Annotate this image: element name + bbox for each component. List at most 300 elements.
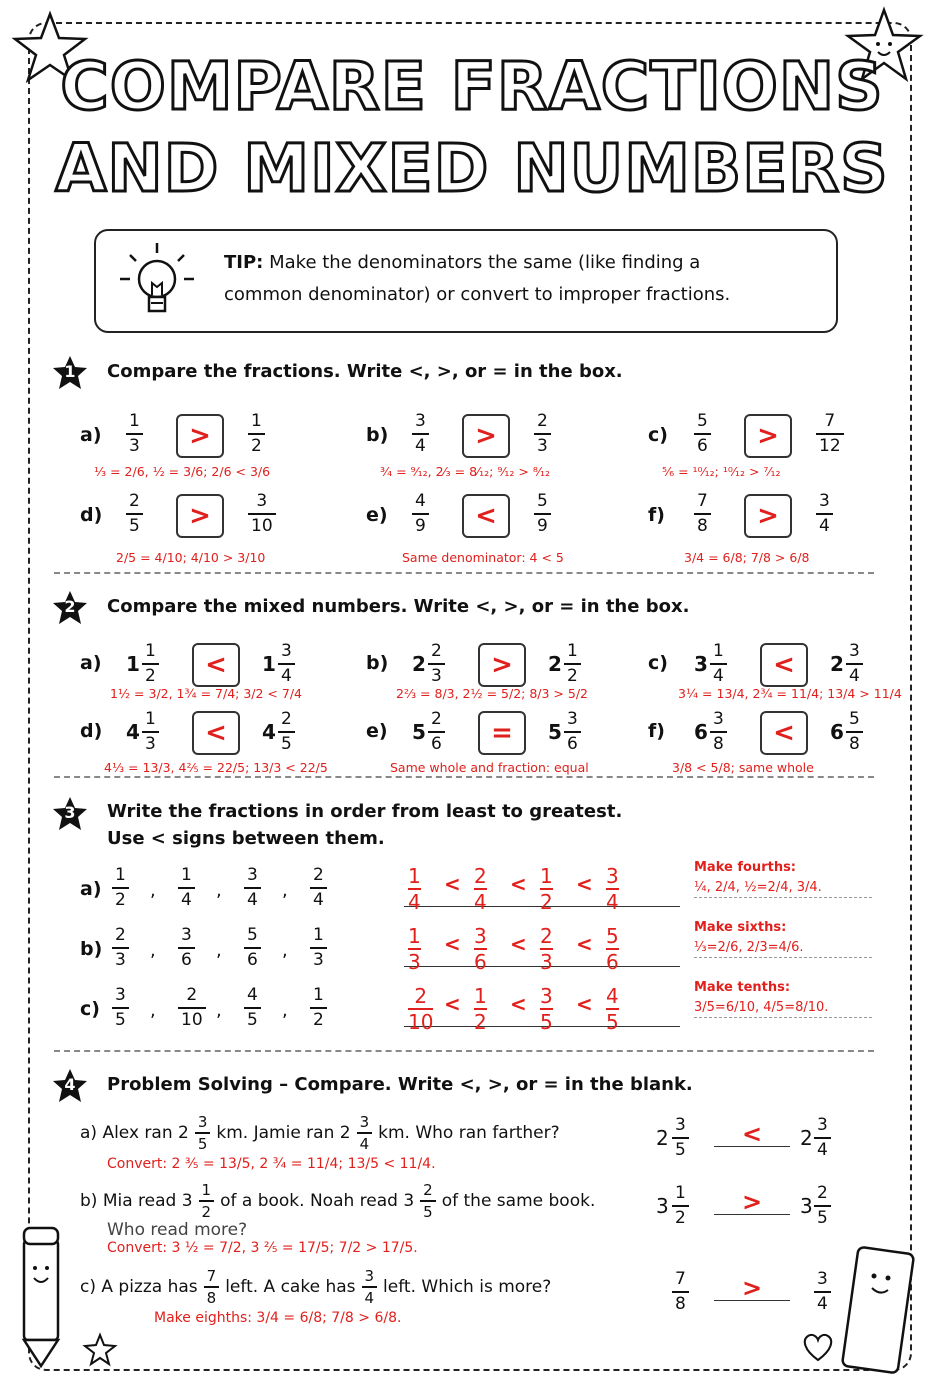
fraction-bar: [362, 1286, 378, 1288]
answer-fraction: [474, 866, 487, 912]
denominator: 5: [129, 516, 140, 536]
fraction: [248, 412, 265, 456]
inline-fraction: [199, 1182, 215, 1220]
numerator: 3: [540, 984, 553, 1008]
denominator: 10: [181, 1010, 203, 1030]
numerator: 3: [713, 709, 724, 729]
answer-box[interactable]: >: [478, 643, 526, 687]
hint-text: ¼, 2/4, ½=2/4, 3/4.: [694, 880, 822, 895]
fraction-bar: [814, 1205, 831, 1207]
fraction-bar: [178, 947, 195, 949]
fraction-bar: [564, 731, 581, 733]
fraction: [534, 412, 551, 456]
fraction: [244, 866, 261, 910]
comma: ,: [216, 880, 222, 901]
denominator: 5: [606, 1010, 619, 1034]
fraction-bar: [846, 663, 863, 665]
numerator: 1: [251, 411, 262, 431]
fraction: [710, 710, 727, 754]
numerator: 2: [423, 1181, 433, 1199]
fraction-bar: [178, 887, 195, 889]
fraction: [846, 642, 863, 686]
whole-number: 3: [800, 1194, 813, 1218]
fraction-bar: [694, 433, 711, 435]
answer-fraction: [540, 926, 553, 972]
answer-fraction: [408, 986, 433, 1032]
denominator: 6: [181, 950, 192, 970]
less-than-sign: <: [576, 992, 593, 1016]
hint-text: ⅓=2/6, 2/3=4/6.: [694, 940, 804, 955]
denominator: 2: [115, 890, 126, 910]
fraction: [142, 642, 159, 686]
answer-fraction: [408, 926, 421, 972]
whole-number: 2: [548, 652, 562, 676]
numerator: 3: [256, 491, 268, 511]
fraction: [564, 710, 581, 754]
comma: ,: [282, 940, 288, 961]
fraction: [672, 1116, 689, 1160]
denominator: 3: [313, 950, 324, 970]
whole-number: 2: [830, 652, 844, 676]
item-label: b): [366, 424, 389, 446]
denominator: 5: [281, 734, 292, 754]
fraction-bar: [199, 1200, 215, 1202]
denominator: 4: [474, 890, 487, 914]
hint-note: ¹⁄₃ = 2/6, ¹⁄₂ = 3/6; 2/6 < 3/6: [94, 464, 271, 479]
fraction-bar: [710, 663, 727, 665]
section-1-heading: Compare the fractions. Write <, >, or = in the box.: [107, 361, 623, 382]
inline-fraction: [204, 1268, 220, 1306]
denominator: 6: [247, 950, 258, 970]
numerator: 2: [431, 641, 442, 661]
fraction: [244, 986, 261, 1030]
fraction: [534, 492, 551, 536]
less-than-sign: <: [444, 872, 461, 896]
denominator: 8: [849, 734, 860, 754]
numerator: 1: [713, 641, 724, 661]
item-label: a): [80, 878, 102, 900]
numerator: 3: [197, 1113, 208, 1131]
problem-intro: b) Mia read 3: [80, 1191, 193, 1211]
fraction-bar: [816, 433, 844, 435]
fraction: [672, 1184, 689, 1228]
section-4-heading: Problem Solving – Compare. Write <, >, or = in the blank.: [107, 1074, 693, 1095]
numerator: 3: [567, 709, 578, 729]
page-title-line-2: AND MIXED NUMBERS: [55, 130, 889, 207]
denominator: 5: [115, 1010, 126, 1030]
item-label: f): [648, 504, 665, 526]
answer-sign[interactable]: >: [742, 1274, 763, 1302]
fraction-bar: [248, 433, 265, 435]
answer-box[interactable]: =: [478, 711, 526, 755]
numerator: 3: [247, 865, 258, 885]
numerator: 3: [817, 1269, 828, 1289]
denominator: 2: [540, 890, 553, 914]
numerator: 5: [537, 491, 548, 511]
item-label: c): [80, 998, 100, 1020]
fraction: [694, 492, 711, 536]
section-3-heading-2: Use < signs between them.: [107, 828, 385, 849]
item-label: e): [366, 720, 388, 742]
inline-fraction: [195, 1114, 211, 1152]
item-label: a): [80, 652, 102, 674]
fraction: [816, 492, 833, 536]
fraction-bar: [278, 731, 295, 733]
fraction-bar: [672, 1205, 689, 1207]
numerator: 5: [697, 411, 708, 431]
denominator: 4: [713, 666, 724, 686]
answer-box[interactable]: >: [462, 414, 510, 458]
hint-title: Make sixths:: [694, 920, 787, 935]
hint-note: 3/8 < 5/8; same whole: [672, 760, 814, 775]
problem-intro: c) A pizza has: [80, 1277, 198, 1297]
denominator: 4: [181, 890, 192, 910]
convert-note: Convert: 3 ½ = 7/2, 3 ⅖ = 17/5; 7/2 > 17/5.: [107, 1240, 418, 1256]
fraction-bar: [564, 663, 581, 665]
fraction: [126, 492, 143, 536]
whole-number: 2: [800, 1126, 813, 1150]
numerator: 7: [675, 1269, 686, 1289]
numerator: 7: [824, 411, 836, 431]
fraction: [112, 926, 129, 970]
numerator: 2: [115, 925, 126, 945]
hint-note: 3¼ = 13/4, 2¾ = 11/4; 13/4 > 11/4: [678, 686, 902, 701]
denominator: 2: [251, 436, 262, 456]
whole-number: 5: [412, 720, 426, 744]
fraction-bar: [244, 1007, 261, 1009]
denominator: 3: [145, 734, 156, 754]
numerator: 1: [313, 925, 324, 945]
answer-box[interactable]: <: [192, 643, 240, 687]
fraction: [846, 710, 863, 754]
inline-fraction: [362, 1268, 378, 1306]
numerator: 7: [697, 491, 708, 511]
fraction: [278, 710, 295, 754]
hint-note: 4⅓ = 13/3, 4⅖ = 22/5; 13/3 < 22/5: [104, 760, 328, 775]
comma: ,: [282, 1000, 288, 1021]
denominator: 6: [431, 734, 442, 754]
tip-line-1: Make the denominators the same (like finding a: [269, 252, 701, 273]
denominator: 5: [540, 1010, 553, 1034]
denominator: 4: [849, 666, 860, 686]
tip-line-2: common denominator) or convert to improper fractions.: [224, 284, 731, 305]
numerator: 2: [474, 864, 487, 888]
fraction-bar: [248, 513, 276, 515]
denominator: 4: [408, 890, 421, 914]
answer-fraction: [540, 986, 553, 1032]
fraction-bar: [672, 1137, 689, 1139]
denominator: 6: [606, 950, 619, 974]
answer-sign[interactable]: >: [742, 1188, 763, 1216]
comma: ,: [282, 880, 288, 901]
whole-number: 1: [126, 652, 140, 676]
denominator: 5: [197, 1135, 208, 1153]
convert-note: Make eighths: 3/4 = 6/8; 7/8 > 6/8.: [154, 1310, 402, 1326]
denominator: 4: [415, 436, 426, 456]
numerator: 2: [540, 924, 553, 948]
denominator: 3: [408, 950, 421, 974]
denominator: 4: [364, 1289, 375, 1307]
fraction: [412, 492, 429, 536]
fraction: [694, 412, 711, 456]
numerator: 1: [408, 864, 421, 888]
page-title-line-1: COMPARE FRACTIONS: [60, 48, 884, 125]
section-3-heading-1: Write the fractions in order from least to greatest.: [107, 801, 623, 822]
denominator: 2: [313, 1010, 324, 1030]
denominator: 4: [819, 516, 830, 536]
denominator: 8: [206, 1289, 217, 1307]
denominator: 4: [247, 890, 258, 910]
fraction-bar: [412, 433, 429, 435]
numerator: 2: [129, 491, 140, 511]
denominator: 10: [251, 516, 273, 536]
whole-number: 4: [262, 720, 276, 744]
whole-number: 3: [694, 652, 708, 676]
denominator: 2: [474, 1010, 487, 1034]
answer-box[interactable]: <: [462, 494, 510, 538]
denominator: 6: [567, 734, 578, 754]
fraction-bar: [310, 947, 327, 949]
fraction: [814, 1184, 831, 1228]
numerator: 1: [474, 984, 487, 1008]
numerator: 2: [817, 1183, 828, 1203]
problem-question: km. Who ran farther?: [378, 1123, 560, 1143]
fraction-bar: [112, 947, 129, 949]
hint-line: [694, 957, 872, 958]
comma: ,: [150, 1000, 156, 1021]
fraction: [142, 710, 159, 754]
fraction-bar: [534, 513, 551, 515]
whole-number: 6: [830, 720, 844, 744]
item-label: b): [366, 652, 389, 674]
fraction: [248, 492, 276, 536]
fraction: [126, 412, 143, 456]
fraction: [814, 1116, 831, 1160]
answer-fraction: [408, 866, 421, 912]
fraction: [178, 926, 195, 970]
fraction: [816, 412, 844, 456]
problem-middle: km. Jamie ran 2: [216, 1123, 351, 1143]
section-2-heading: Compare the mixed numbers. Write <, >, or = in the box.: [107, 596, 690, 617]
fraction-bar: [846, 731, 863, 733]
denominator: 3: [537, 436, 548, 456]
less-than-sign: <: [510, 932, 527, 956]
fraction-bar: [428, 731, 445, 733]
numerator: 2: [281, 709, 292, 729]
hint-line: [694, 1017, 872, 1018]
fraction-bar: [694, 513, 711, 515]
whole-number: 5: [548, 720, 562, 744]
lightbulb-icon: [112, 237, 202, 327]
numerator: 1: [567, 641, 578, 661]
numerator: 3: [415, 411, 426, 431]
denominator: 12: [819, 436, 841, 456]
numerator: 3: [606, 864, 619, 888]
fraction-bar: [710, 731, 727, 733]
numerator: 3: [115, 985, 126, 1005]
numerator: 2: [431, 709, 442, 729]
fraction-bar: [534, 433, 551, 435]
answer-box[interactable]: <: [760, 711, 808, 755]
numerator: 5: [606, 924, 619, 948]
denominator: 2: [567, 666, 578, 686]
numerator: 3: [181, 925, 192, 945]
fraction: [112, 866, 129, 910]
problem-intro: a) Alex ran 2: [80, 1123, 189, 1143]
numerator: 2: [313, 865, 324, 885]
section-1-number: 1: [64, 362, 76, 381]
tip-box: [94, 229, 838, 333]
numerator: 2: [537, 411, 548, 431]
ruler-icon: [838, 1240, 928, 1380]
answer-fraction: [474, 986, 487, 1032]
fraction-bar: [244, 947, 261, 949]
inline-fraction: [420, 1182, 436, 1220]
fraction: [564, 642, 581, 686]
divider: [54, 1050, 874, 1052]
fraction-bar: [814, 1291, 831, 1293]
denominator: 4: [359, 1135, 370, 1153]
numerator: 1: [145, 709, 156, 729]
problem-question: left. Which is more?: [383, 1277, 552, 1297]
denominator: 2: [145, 666, 156, 686]
numerator: 2: [414, 984, 428, 1008]
whole-number: 6: [694, 720, 708, 744]
problem-text: [80, 1182, 595, 1220]
fraction-bar: [816, 513, 833, 515]
fraction: [178, 866, 195, 910]
answer-box[interactable]: >: [744, 414, 792, 458]
denominator: 5: [675, 1140, 686, 1160]
denominator: 8: [713, 734, 724, 754]
hint-note: 2/5 = 4/10; 4/10 > 3/10: [116, 550, 266, 565]
answer-box[interactable]: <: [192, 711, 240, 755]
less-than-sign: <: [510, 992, 527, 1016]
hint-note: ⁵⁄₆ = ¹⁰⁄₁₂; ¹⁰⁄₁₂ > ⁷⁄₁₂: [662, 464, 781, 479]
denominator: 5: [423, 1203, 433, 1221]
problem-line-2: Who read more?: [107, 1220, 248, 1240]
hint-note: 2⅔ = 8/3, 2½ = 5/2; 8/3 > 5/2: [396, 686, 588, 701]
whole-number: 2: [656, 1126, 669, 1150]
numerator: 3: [364, 1267, 375, 1285]
item-label: c): [648, 652, 668, 674]
item-label: d): [80, 720, 103, 742]
less-than-sign: <: [510, 872, 527, 896]
numerator: 7: [206, 1267, 217, 1285]
denominator: 3: [129, 436, 140, 456]
item-label: e): [366, 504, 388, 526]
denominator: 10: [408, 1010, 434, 1034]
fraction: [428, 710, 445, 754]
comma: ,: [216, 940, 222, 961]
less-than-sign: <: [444, 992, 461, 1016]
denominator: 3: [115, 950, 126, 970]
less-than-sign: <: [576, 932, 593, 956]
fraction-bar: [412, 513, 429, 515]
answer-box[interactable]: >: [176, 414, 224, 458]
problem-text: [80, 1114, 560, 1152]
problem-text: [80, 1268, 551, 1306]
numerator: 2: [186, 985, 198, 1005]
small-star-icon: [82, 1332, 122, 1368]
fraction: [428, 642, 445, 686]
denominator: 4: [817, 1140, 828, 1160]
answer-box[interactable]: >: [176, 494, 224, 538]
hint-title: Make fourths:: [694, 860, 797, 875]
denominator: 5: [247, 1010, 258, 1030]
fraction: [412, 412, 429, 456]
numerator: 1: [408, 924, 421, 948]
item-label: d): [80, 504, 103, 526]
numerator: 1: [129, 411, 140, 431]
fraction-bar: [204, 1286, 220, 1288]
fraction-bar: [126, 433, 143, 435]
fraction-bar: [112, 887, 129, 889]
numerator: 1: [115, 865, 126, 885]
fraction: [244, 926, 261, 970]
denominator: 8: [675, 1294, 686, 1314]
denominator: 9: [415, 516, 426, 536]
item-label: a): [80, 424, 102, 446]
numerator: 3: [359, 1113, 370, 1131]
comma: ,: [150, 940, 156, 961]
answer-sign[interactable]: <: [742, 1120, 763, 1148]
fraction: [310, 926, 327, 970]
tip-label: TIP:: [224, 252, 264, 273]
hint-note: 3/4 = 6/8; 7/8 > 6/8: [684, 550, 810, 565]
answer-fraction: [474, 926, 487, 972]
divider: [54, 776, 874, 778]
answer-box[interactable]: <: [760, 643, 808, 687]
fraction-bar: [814, 1137, 831, 1139]
denominator: 6: [474, 950, 487, 974]
fraction-bar: [195, 1132, 211, 1134]
fraction-bar: [310, 1007, 327, 1009]
fraction: [178, 986, 206, 1030]
numerator: 1: [201, 1181, 212, 1199]
numerator: 3: [849, 641, 860, 661]
whole-number: 1: [262, 652, 276, 676]
denominator: 4: [313, 890, 324, 910]
less-than-sign: <: [444, 932, 461, 956]
tip-text: [224, 247, 730, 311]
answer-fraction: [606, 926, 619, 972]
denominator: 4: [281, 666, 292, 686]
section-2-number: 2: [64, 597, 76, 616]
fraction-bar: [112, 1007, 129, 1009]
hint-note: ³⁄₄ = ⁹⁄₁₂, 2⁄₃ = 8⁄₁₂; ⁹⁄₁₂ > ⁸⁄₁₂: [380, 464, 550, 479]
pencil-icon: [14, 1210, 74, 1370]
fraction-bar: [244, 887, 261, 889]
divider: [54, 572, 874, 574]
fraction-bar: [428, 663, 445, 665]
numerator: 3: [281, 641, 292, 661]
answer-box[interactable]: >: [744, 494, 792, 538]
fraction-bar: [142, 663, 159, 665]
numerator: 3: [817, 1115, 828, 1135]
less-than-sign: <: [576, 872, 593, 896]
fraction-bar: [420, 1200, 436, 1202]
denominator: 9: [537, 516, 548, 536]
fraction: [310, 986, 327, 1030]
hint-line: [694, 897, 872, 898]
numerator: 5: [247, 925, 258, 945]
numerator: 3: [474, 924, 487, 948]
numerator: 4: [415, 491, 426, 511]
numerator: 3: [819, 491, 830, 511]
comma: ,: [150, 880, 156, 901]
denominator: 4: [817, 1294, 828, 1314]
